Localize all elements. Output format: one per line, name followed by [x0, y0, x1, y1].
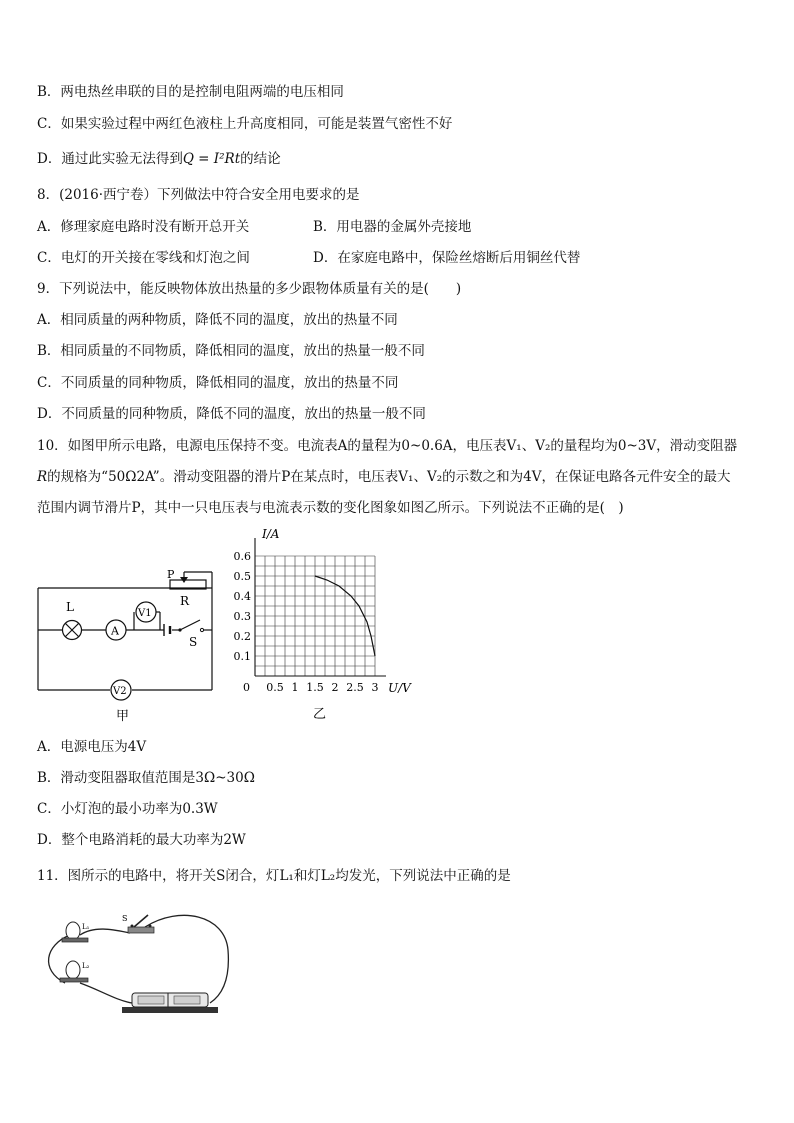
ammeter-label: A: [111, 624, 119, 638]
q11-stem-suffix: 均发光，下列说法中正确的是: [335, 868, 511, 884]
voltmeter-v2-label: V2: [113, 686, 127, 697]
lamp-label: L: [66, 600, 74, 614]
x-tick-label: 1: [291, 681, 299, 694]
x-tick-label: 3: [371, 681, 379, 694]
q11-stem-prefix: 11．图所示的电路中，将开关S闭合，灯: [37, 868, 280, 884]
q10-option-d: D．整个电路消耗的最大功率为2W: [37, 832, 246, 848]
y-tick-label: 0.4: [233, 590, 251, 603]
q10-stem-line-1: 10．如图甲所示电路，电源电压保持不变。电流表A的量程为0~0.6A，电压表V₁、V₂的量程均为0~3V，滑动变阻器: [37, 438, 738, 454]
q11-stem-mid: 和灯: [293, 868, 321, 884]
x-tick-label: 0.5: [266, 681, 284, 694]
graph-origin-label: 0: [243, 681, 250, 694]
q7-option-d-suffix: 的结论: [240, 151, 281, 167]
q8-option-a: A．修理家庭电路时没有断开总开关: [37, 219, 250, 235]
y-tick-label: 0.6: [233, 550, 251, 563]
q8-option-b: B．用电器的金属外壳接地: [313, 219, 472, 235]
q10-option-a: A．电源电压为4V: [37, 739, 147, 755]
x-tick-label: 2.5: [346, 681, 364, 694]
q11-circuit-photo: [40, 905, 230, 1020]
graph-yi: [228, 524, 428, 724]
photo-l2-label: L₂: [82, 962, 90, 970]
slider-p-label: P: [167, 568, 175, 581]
y-tick-label: 0.1: [233, 650, 251, 663]
q9-stem: 9．下列说法中，能反映物体放出热量的多少跟物体质量有关的是( ): [37, 281, 462, 297]
q9-option-a: A．相同质量的两种物质，降低不同的温度，放出的热量不同: [37, 312, 398, 328]
y-tick-label: 0.5: [233, 570, 251, 583]
q11-lamp-l2: L₂: [320, 868, 336, 884]
q11-stem: [37, 866, 511, 886]
x-tick-label: 1.5: [306, 681, 324, 694]
circuit-diagram-jia: [30, 560, 230, 728]
q7-option-d-formula: Q = I²Rt: [182, 151, 241, 167]
q10-stem-line-2-text: 的规格为“50Ω2A”。滑动变阻器的滑片P在某点时，电压表V₁、V₂的示数之和为4V，在保证电路各元件安全的最大: [47, 469, 731, 485]
q11-lamp-l1: L₁: [279, 868, 294, 884]
rheostat-r-label: R: [180, 594, 190, 608]
q7-option-b: B．两电热丝串联的目的是控制电阻两端的电压相同: [37, 84, 344, 100]
y-tick-label: 0.3: [233, 610, 251, 623]
photo-l1-label: L₁: [82, 923, 90, 931]
q10-stem-line-2: [37, 467, 730, 487]
q10-option-c: C．小灯泡的最小功率为0.3W: [37, 801, 218, 817]
x-tick-label: 2: [331, 681, 339, 694]
q10-stem-line-3: 范围内调节滑片P，其中一只电压表与电流表示数的变化图象如图乙所示。下列说法不正确的是( ): [37, 500, 624, 516]
switch-s-label: S: [189, 635, 198, 649]
q9-option-b: B．相同质量的不同物质，降低相同的温度，放出的热量一般不同: [37, 343, 425, 359]
q7-option-d: [37, 149, 281, 169]
q9-option-d: D．不同质量的同种物质，降低不同的温度，放出的热量一般不同: [37, 406, 426, 422]
graph-x-axis-label: U/V: [388, 681, 411, 695]
figure-jia-caption: 甲: [116, 709, 130, 724]
q10-resistor-symbol: R: [37, 469, 48, 485]
photo-switch-label: S: [122, 914, 128, 923]
q8-option-c: C．电灯的开关接在零线和灯泡之间: [37, 250, 250, 266]
q9-option-c: C．不同质量的同种物质，降低相同的温度，放出的热量不同: [37, 375, 399, 391]
q8-stem: 8．(2016·西宁卷）下列做法中符合安全用电要求的是: [37, 187, 360, 203]
q7-option-c: C．如果实验过程中两红色液柱上升高度相同，可能是装置气密性不好: [37, 116, 453, 132]
voltmeter-v1-label: V1: [138, 608, 152, 619]
q8-option-d: D．在家庭电路中，保险丝熔断后用铜丝代替: [313, 250, 581, 266]
y-tick-label: 0.2: [233, 630, 251, 643]
figure-yi-caption: 乙: [313, 707, 327, 722]
q10-option-b: B．滑动变阻器取值范围是3Ω~30Ω: [37, 770, 255, 786]
q7-option-d-prefix: D．通过此实验无法得到: [37, 151, 183, 167]
graph-y-axis-label: I/A: [262, 527, 280, 541]
